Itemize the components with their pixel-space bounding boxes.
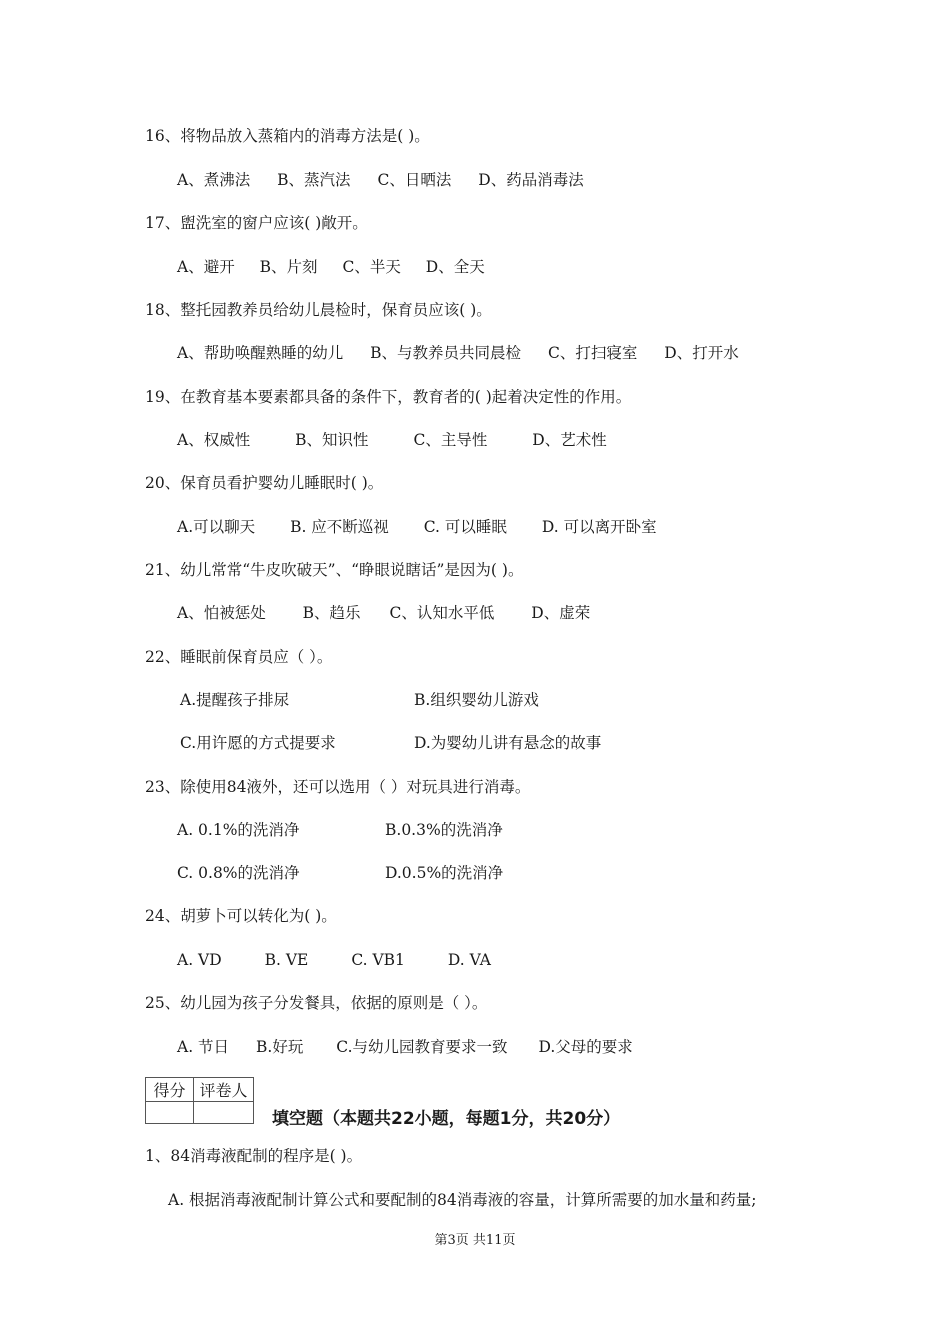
question-21: 21、幼儿常常“牛皮吹破天”、“睁眼说瞎话”是因为( )。	[145, 561, 524, 579]
option-b: B.好玩	[256, 1038, 304, 1056]
reviewer-label: 评卷人	[194, 1078, 254, 1102]
question-16: 16、将物品放入蒸箱内的消毒方法是( )。	[145, 127, 430, 145]
option-b: B、蒸汽法	[277, 171, 351, 189]
question-19-options	[177, 430, 607, 450]
question-19: 19、在教育基本要素都具备的条件下，教育者的( )起着决定性的作用。	[145, 388, 632, 406]
score-table	[145, 1077, 254, 1124]
option-b: B.组织婴幼儿游戏	[414, 691, 539, 709]
option-a: A. 节日	[177, 1038, 230, 1056]
option-a: A. 0.1%的洗消净	[177, 821, 300, 839]
option-d: D.0.5%的洗消净	[385, 864, 504, 882]
option-d: D、打开水	[664, 344, 739, 362]
option-a: A.提醒孩子排尿	[180, 691, 290, 709]
question-20-options	[177, 517, 657, 537]
page-footer: 第3页 共11页	[434, 1233, 516, 1248]
option-b: B.0.3%的洗消净	[385, 821, 503, 839]
option-a: A、帮助唤醒熟睡的幼儿	[177, 344, 344, 362]
option-a: A、煮沸法	[177, 171, 251, 189]
option-a: A、怕被惩处	[177, 604, 266, 622]
question-17: 17、盥洗室的窗户应该( )敞开。	[145, 214, 368, 232]
score-cell	[146, 1102, 194, 1124]
option-c: C. 0.8%的洗消净	[177, 864, 300, 882]
option-c: C、半天	[342, 258, 401, 276]
score-label: 得分	[146, 1078, 194, 1102]
question-21-options	[177, 603, 590, 623]
question-20: 20、保育员看护婴幼儿睡眠时( )。	[145, 474, 384, 492]
question-18-options	[177, 343, 739, 363]
option-b: B、片刻	[259, 258, 318, 276]
option-b: B. VE	[264, 951, 309, 969]
question-17-options	[177, 257, 485, 277]
option-c: C.与幼儿园教育要求一致	[336, 1038, 508, 1056]
option-c: C.用许愿的方式提要求	[180, 734, 336, 752]
option-a: A.可以聊天	[177, 518, 256, 536]
option-c: C、认知水平低	[389, 604, 495, 622]
option-c: C. 可以睡眠	[423, 518, 507, 536]
option-b: B、趋乐	[302, 604, 361, 622]
question-23: 23、除使用84液外，还可以选用（ ）对玩具进行消毒。	[145, 778, 531, 796]
option-c: C、主导性	[413, 431, 488, 449]
option-a: A. VD	[177, 951, 222, 969]
question-24-options	[177, 950, 491, 970]
question-18: 18、整托园教养员给幼儿晨检时，保育员应该( )。	[145, 301, 492, 319]
option-b: B、与教养员共同晨检	[370, 344, 522, 362]
option-d: D、全天	[425, 258, 485, 276]
option-d: D、艺术性	[532, 431, 607, 449]
question-25: 25、幼儿园为孩子分发餐具，依据的原则是（ ）。	[145, 994, 488, 1012]
question-24: 24、胡萝卜可以转化为( )。	[145, 907, 337, 925]
option-c: C、打扫寝室	[547, 344, 638, 362]
option-d: D、虚荣	[531, 604, 591, 622]
option-d: D.父母的要求	[538, 1038, 633, 1056]
option-c: C、日晒法	[377, 171, 452, 189]
option-b: B、知识性	[295, 431, 369, 449]
question-25-options	[177, 1037, 633, 1057]
option-b: B. 应不断巡视	[290, 518, 389, 536]
fill-question-1-option-a: A. 根据消毒液配制计算公式和要配制的84消毒液的容量，计算所需要的加水量和药量;	[168, 1191, 757, 1209]
option-d: D.为婴幼儿讲有悬念的故事	[414, 734, 602, 752]
reviewer-cell	[194, 1102, 254, 1124]
option-c: C. VB1	[351, 951, 405, 969]
fill-question-1: 1、84消毒液配制的程序是( )。	[145, 1147, 363, 1165]
option-d: D. 可以离开卧室	[541, 518, 657, 536]
question-16-options	[177, 170, 584, 190]
option-a: A、避开	[177, 258, 235, 276]
section-title: 填空题（本题共22小题，每题1分，共20分）	[272, 1109, 621, 1129]
option-d: D、药品消毒法	[478, 171, 584, 189]
option-a: A、权威性	[177, 431, 251, 449]
question-22: 22、睡眠前保育员应（ ）。	[145, 648, 333, 666]
option-d: D. VA	[447, 951, 491, 969]
